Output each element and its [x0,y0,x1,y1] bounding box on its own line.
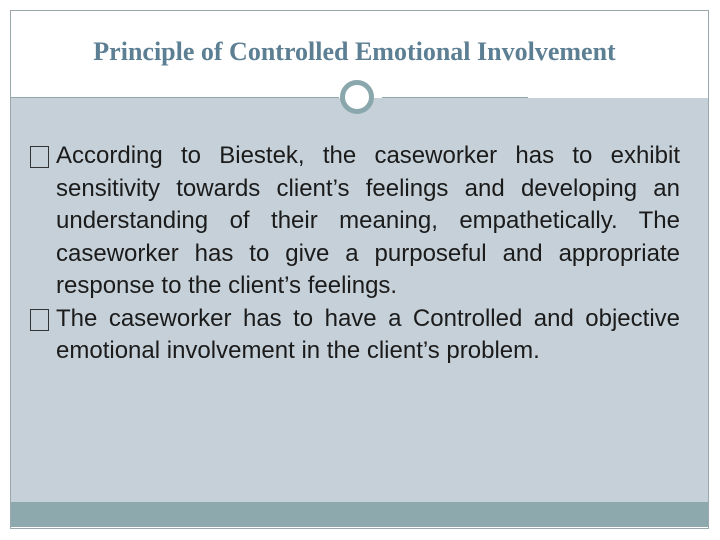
bullet-item [30,140,680,303]
square-bullet-icon [30,309,49,331]
slide-title: Principle of Controlled Emotional Involvement [93,37,616,66]
bullet-text: The caseworker has to have a Controlled and objective emotional involvement in the client’s problem. [56,304,680,364]
square-bullet-icon [30,146,49,168]
bullet-list [30,140,680,368]
bullet-item [30,303,680,368]
bullet-text: According to Biestek, the caseworker has to exhibit sensitivity towards client’s feelings and developing an understanding of their meaning, empathetically. The caseworker has to give a purposeful and appropriate response to the client’s feelings. [56,142,680,299]
circle-ornament-icon [340,80,374,114]
title-divider-left [11,97,339,98]
title-divider-right [382,97,528,98]
